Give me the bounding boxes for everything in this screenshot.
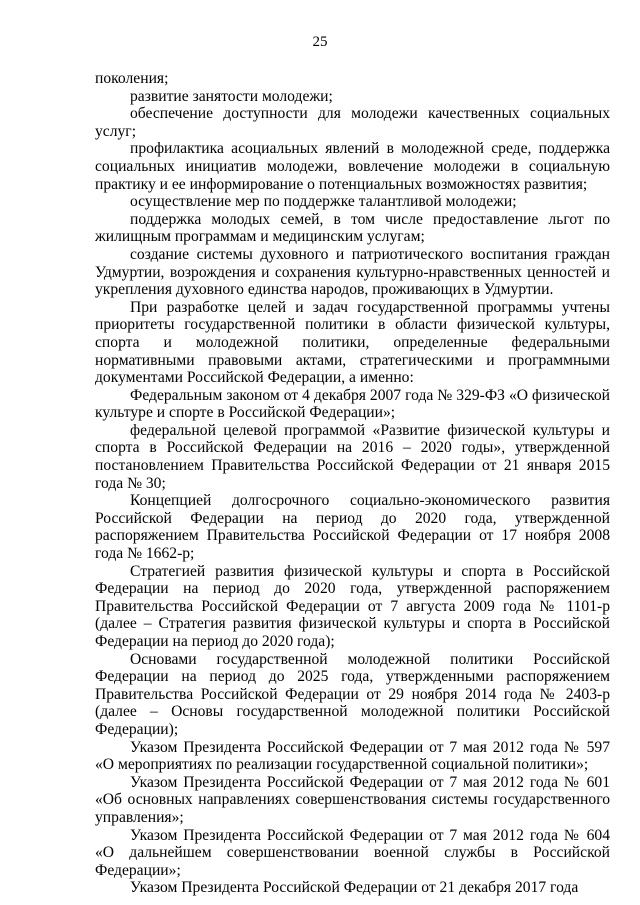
page-number: 25 (312, 34, 328, 50)
paragraph-12: Стратегией развития физической культуры и спорта в Российской Федерации на период до 2020 года, утвержденной распоряжением Правительства Российской Федерации от 7 августа 2009 года № 1101-р (далее – Стратегия развития физической культуры и спорта в Российской Федерации на период до 2020 года); (95, 562, 610, 650)
paragraph-14: Указом Президента Российской Федерации от 7 мая 2012 года № 597 «О мероприятиях по реализации государственной социальной политики»; (95, 738, 610, 774)
paragraph-8: При разработке целей и задач государственной программы учтены приоритеты государственной политики в области физической культуры, спорта и молодежной политики, определенные федеральными нормативными правовыми актами, стратегическими и программными документами Российской Федерации, а именно: (95, 298, 610, 387)
paragraph-5: осуществление мер по поддержке талантливой молодежи; (130, 193, 517, 211)
paragraph-15: Указом Президента Российской Федерации от 7 мая 2012 года № 601 «Об основных направлениях совершенствования системы государственного управления»; (95, 773, 610, 826)
paragraph-11: Концепцией долгосрочного социально-экономического развития Российской Федерации на период до 2020 года, утвержденной распоряжением Правительства Российской Федерации от 17 ноября 2008 года № 1662-р; (95, 492, 610, 563)
paragraph-2: развитие занятости молодежи; (130, 87, 333, 105)
paragraph-6: поддержка молодых семей, в том числе предоставление льгот по жилищным программам и медицинским услугам; (95, 210, 610, 246)
paragraph-9: Федеральным законом от 4 декабря 2007 года № 329-ФЗ «О физической культуре и спорте в Российской Федерации»; (95, 386, 610, 422)
paragraph-16: Указом Президента Российской Федерации от 7 мая 2012 года № 604 «О дальнейшем совершенствовании военной службы в Российской Федерации»; (95, 826, 610, 879)
document-body (95, 70, 610, 897)
paragraph-10: федеральной целевой программой «Развитие физической культуры и спорта в Российской Федерации на 2016 – 2020 годы», утвержденной постановлением Правительства Российской Федерации от 21 января 2015 года № 30; (95, 421, 610, 492)
paragraph-7: создание системы духовного и патриотического воспитания граждан Удмуртии, возрождения и сохранения культурно-нравственных ценностей и укрепления духовного единства народов, проживающих в Удмуртии. (95, 245, 610, 299)
paragraph-13: Основами государственной молодежной политики Российской Федерации на период до 2025 года, утвержденными распоряжением Правительства Российской Федерации от 29 ноября 2014 года № 2403-р (далее – Основы государственной молодежной политики Российской Федерации); (95, 650, 610, 738)
paragraph-3: обеспечение доступности для молодежи качественных социальных услуг; (95, 105, 610, 140)
paragraph-1: поколения; (95, 70, 169, 87)
paragraph-17: Указом Президента Российской Федерации от 21 декабря 2017 года (130, 879, 579, 897)
paragraph-4: профилактика асоциальных явлений в молодежной среде, поддержка социальных инициатив молодежи, вовлечение молодежи в социальную практику и ее информирование о потенциальных возможностях развития; (95, 140, 610, 193)
